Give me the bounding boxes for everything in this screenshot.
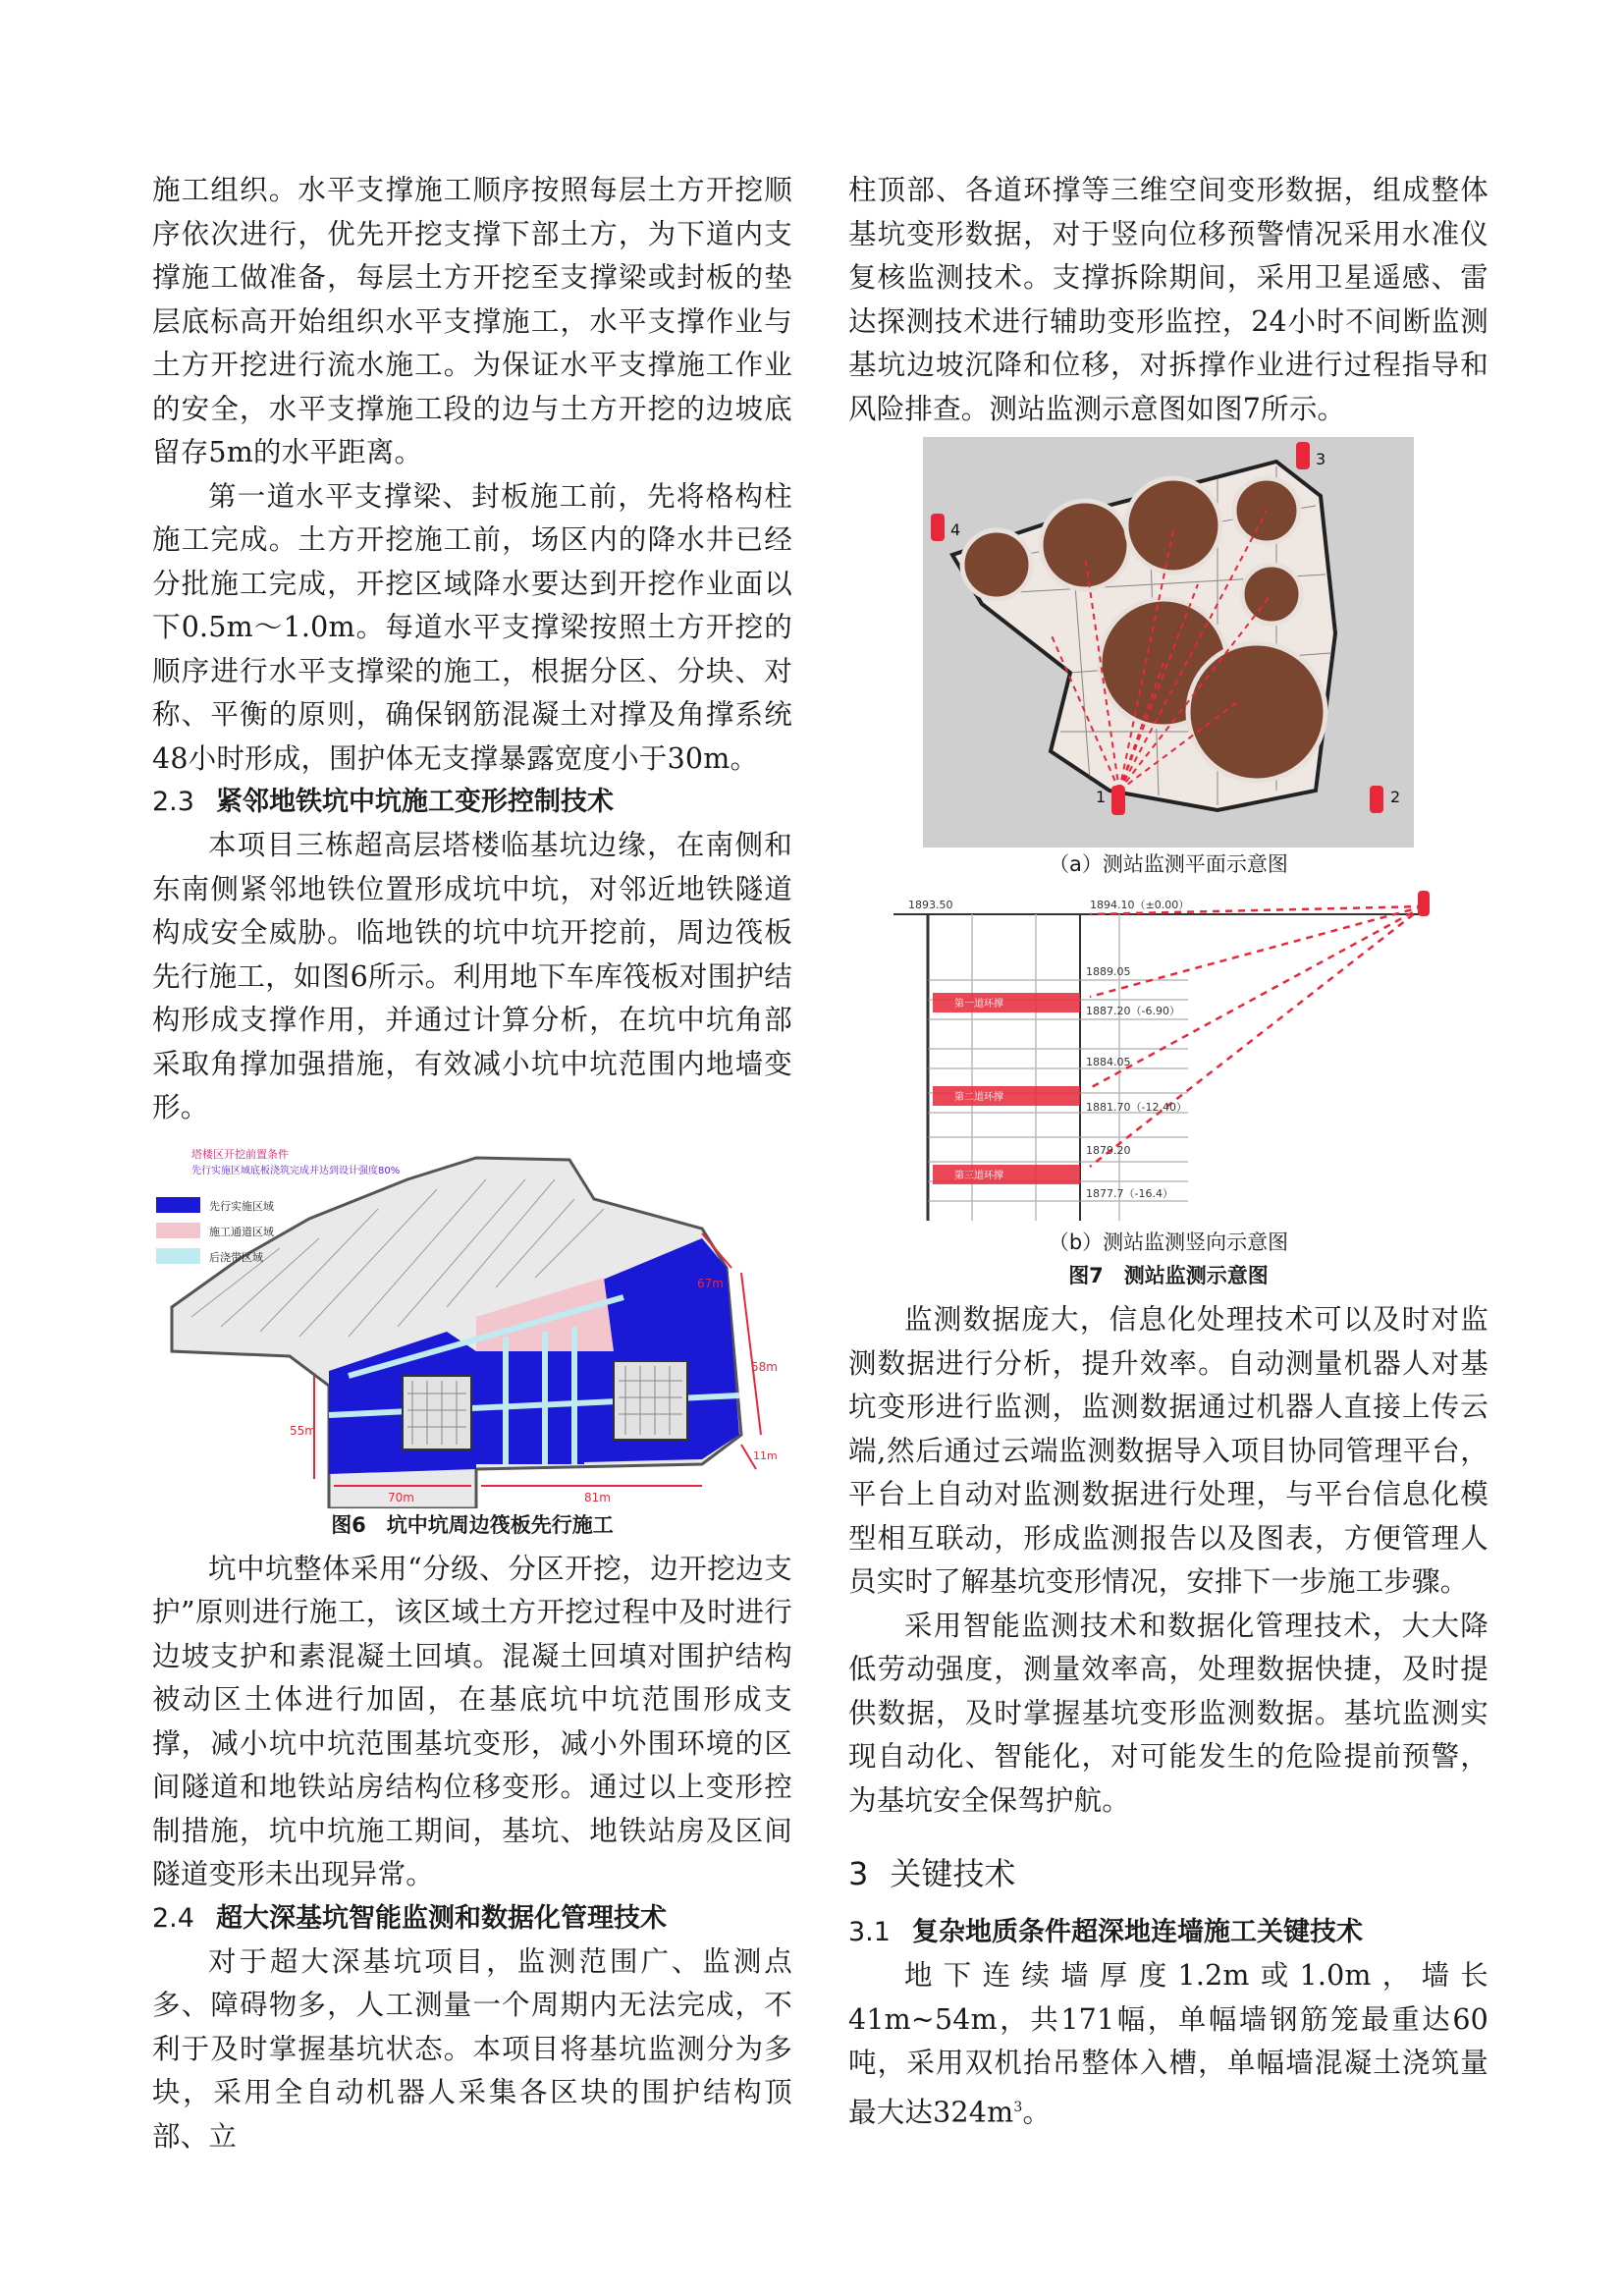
- section-title: 复杂地质条件超深地连墙施工关键技术: [911, 1917, 1363, 1947]
- dim-label-11m: 11m: [753, 1449, 778, 1462]
- station-label-1: 1: [1096, 788, 1107, 806]
- section-title: 超大深基坑智能监测和数据化管理技术: [215, 1902, 667, 1934]
- station-marker-2: [1370, 786, 1383, 813]
- figure-7b-caption: （b）测站监测竖向示意图: [1048, 1230, 1289, 1254]
- paragraph: 坑中坑整体采用“分级、分区开挖，边开挖边支护”原则进行施工，该区域土方开挖过程中及时进行边坡支护和素混凝土回填。混凝土回填对围护结构被动区土体进行加固，在基底坑中坑范围形成支撑，减小坑中坑范围基坑变形，减小外围环境的区间隧道和地铁站房结构位移变形。通过以上变形控制措施，坑中坑施工期间，基坑、地铁站房及区间隧道变形未出现异常。: [152, 1552, 792, 1890]
- dim-label-70m: 70m: [388, 1490, 414, 1504]
- station-label-3: 3: [1316, 450, 1326, 468]
- figure-7-caption: 图7 测站监测示意图: [1068, 1264, 1269, 1287]
- brace-label-3: 第三道环撑: [954, 1171, 1003, 1181]
- figure-6-plan: [152, 1140, 792, 1508]
- paragraph: 本项目三栋超高层塔楼临基坑边缘，在南侧和东南侧紧邻地铁位置形成坑中坑，对邻近地铁隧道构成安全威胁。临地铁的坑中坑开挖前，周边筏板先行施工，如图6所示。利用地下车库筏板对围护结构形成支撑作用，并通过计算分析，在坑中坑角部采取角撑加强措施，有效减小坑中坑范围内地墙变形。: [152, 829, 792, 1123]
- section-heading-3: [848, 1852, 1488, 1895]
- dim-label-58m: 58m: [751, 1359, 778, 1374]
- paragraph-end: 。: [1022, 2096, 1052, 2128]
- figure-7a: [848, 437, 1488, 881]
- paragraph: [848, 1954, 1488, 2135]
- elevation-label: 1881.70（-12.40）: [1086, 1101, 1187, 1114]
- legend-label-3: 后浇带区域: [209, 1250, 263, 1264]
- legend-swatch-cyan: [156, 1248, 200, 1264]
- legend-subtitle: 先行实施区域底板浇筑完成并达到设计强度80%: [191, 1165, 401, 1176]
- station-label-4: 4: [950, 520, 961, 539]
- elevation-label: 1889.05: [1086, 965, 1131, 978]
- section-number: 2.4: [152, 1902, 194, 1934]
- figure-7b-section: [893, 887, 1443, 1226]
- station-marker-1: [1111, 786, 1125, 815]
- section-number: 3: [848, 1855, 869, 1892]
- figure-7a-caption: （a）测站监测平面示意图: [1049, 852, 1288, 876]
- dim-label-81m: 81m: [584, 1490, 611, 1504]
- section-heading-2-3: [152, 781, 792, 824]
- station-marker-3: [1296, 442, 1310, 469]
- figure-7b: [848, 887, 1488, 1292]
- paragraph: 施工组织。水平支撑施工顺序按照每层土方开挖顺序依次进行，优先开挖支撑下部土方，为下道内支撑施工做准备，每层土方开挖至支撑梁或封板的垫层底标高开始组织水平支撑施工，水平支撑作业与土方开挖进行流水施工。为保证水平支撑施工作业的安全，水平支撑施工段的边与土方开挖的边坡底留存5m的水平距离。: [152, 174, 792, 468]
- legend-title: 塔楼区开挖前置条件: [191, 1147, 289, 1161]
- figure-6: [152, 1140, 792, 1542]
- section-number: 3.1: [848, 1917, 891, 1947]
- legend-swatch-blue: [156, 1197, 200, 1213]
- paragraph: 柱顶部、各道环撑等三维空间变形数据，组成整体基坑变形数据，对于竖向位移预警情况采用水准仪复核监测技术。支撑拆除期间，采用卫星遥感、雷达探测技术进行辅助变形监控，24小时不间断监测基坑边坡沉降和位移，对拆撑作业进行过程指导和风险排查。测站监测示意图如图7所示。: [848, 174, 1488, 425]
- brace-label-2: 第二道环撑: [954, 1092, 1003, 1103]
- paragraph: 监测数据庞大，信息化处理技术可以及时对监测数据进行分析，提升效率。自动测量机器人对基坑变形进行监测，监测数据通过机器人直接上传云端,然后通过云端监测数据导入项目协同管理平台，平台上自动对监测数据进行处理，与平台信息化模型相互联动，形成监测报告以及图表，方便管理人员实时了解基坑变形情况，安排下一步施工步骤。: [848, 1303, 1488, 1598]
- elevation-label: 1887.20（-6.90）: [1086, 1005, 1180, 1017]
- brace-label-1: 第一道环撑: [954, 999, 1003, 1010]
- elevation-label: 1893.50: [908, 899, 953, 911]
- dim-label-67m: 67m: [697, 1276, 724, 1290]
- station-marker: [1418, 891, 1430, 916]
- legend-label-2: 施工通道区域: [209, 1225, 274, 1238]
- section-title: 紧邻地铁坑中坑施工变形控制技术: [215, 787, 614, 817]
- superscript: 3: [1013, 2099, 1023, 2115]
- legend-swatch-pink: [156, 1223, 200, 1238]
- legend-label-1: 先行实施区域: [209, 1199, 274, 1213]
- right-column: [848, 169, 1488, 2135]
- elevation-label: 1879.20: [1086, 1144, 1131, 1157]
- section-heading-3-1: [848, 1911, 1488, 1954]
- section-heading-2-4: [152, 1897, 792, 1941]
- elevation-label: 1884.05: [1086, 1056, 1131, 1068]
- paragraph-text: 地下连续墙厚度1.2m或1.0m，墙长41m~54m，共171幅，单幅墙钢筋笼最重达60吨，采用双机抬吊整体入槽，单幅墙混凝土浇筑量最大达324m: [848, 1959, 1488, 2128]
- left-column: [152, 169, 792, 2159]
- section-number: 2.3: [152, 787, 194, 817]
- station-marker-4: [931, 514, 945, 541]
- elevation-label: 1894.10（±0.00）: [1090, 899, 1190, 911]
- figure-7a-plan-model: [923, 437, 1414, 847]
- elevation-label: 1877.7（-16.4）: [1086, 1187, 1173, 1200]
- dim-label-55m: 55m: [290, 1423, 316, 1438]
- station-label-2: 2: [1390, 788, 1401, 806]
- paragraph: 采用智能监测技术和数据化管理技术，大大降低劳动强度，测量效率高，处理数据快捷，及时提供数据，及时掌握基坑变形监测数据。基坑监测实现自动化、智能化，对可能发生的危险提前预警，为基坑安全保驾护航。: [848, 1609, 1488, 1817]
- section-title: 关键技术: [890, 1855, 1016, 1892]
- paragraph: 对于超大深基坑项目，监测范围广、监测点多、障碍物多，人工测量一个周期内无法完成，不利于及时掌握基坑状态。本项目将基坑监测分为多块，采用全自动机器人采集各区块的围护结构顶部、立: [152, 1944, 792, 2153]
- paragraph: 第一道水平支撑梁、封板施工前，先将格构柱施工完成。土方开挖施工前，场区内的降水井已经分批施工完成，开挖区域降水要达到开挖作业面以下0.5m～1.0m。每道水平支撑梁按照土方开挖的顺序进行水平支撑梁的施工，根据分区、分块、对称、平衡的原则，确保钢筋混凝土对撑及角撑系统48小时形成，围护体无支撑暴露宽度小于30m。: [152, 479, 792, 775]
- figure-6-caption: 图6 坑中坑周边筏板先行施工: [331, 1512, 614, 1537]
